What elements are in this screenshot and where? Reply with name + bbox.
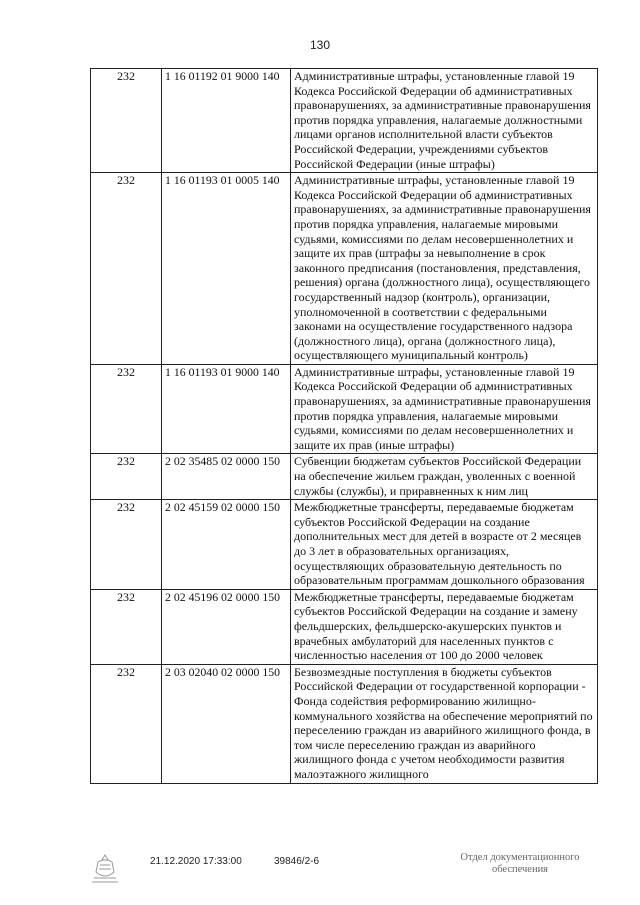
kbk-code-cell: 2 03 02040 02 0000 150 <box>162 664 291 783</box>
footer-doc-number: 39846/2-6 <box>274 856 320 867</box>
page-number: 130 <box>309 38 331 52</box>
admin-code-cell: 232 <box>91 500 162 590</box>
kbk-code-cell: 1 16 01193 01 9000 140 <box>162 364 291 454</box>
admin-code-cell: 232 <box>91 173 162 365</box>
footer-department-line: Отдел документационного <box>460 852 580 863</box>
kbk-code-cell: 1 16 01193 01 0005 140 <box>162 173 291 365</box>
description-cell: Межбюджетные трансферты, передаваемые бюджетам субъектов Российской Федерации на создание и замену фельдшерских, фельдшерско-акушерских пунктов и врачебных амбулаторий для населенных пунктов с численностью населения от 100 до 2000 человек <box>291 589 598 664</box>
table-row <box>91 364 598 454</box>
description-cell: Межбюджетные трансферты, передаваемые бюджетам субъектов Российской Федерации на создание дополнительных мест для детей в возрасте от 2 месяцев до 3 лет в образовательных организациях, осуществляющих образовательную деятельность по образовательным программам дошкольного образования <box>291 500 598 590</box>
description-cell: Субвенции бюджетам субъектов Российской Федерации на обеспечение жильем граждан, уволенных с военной службы (службы), и приравненных к ним лиц <box>291 454 598 500</box>
table-row <box>91 173 598 365</box>
table-row <box>91 664 598 783</box>
footer-department-line: обеспечения <box>491 864 549 875</box>
table-row <box>91 454 598 500</box>
admin-code-cell: 232 <box>91 589 162 664</box>
footer-datetime: 21.12.2020 17:33:00 <box>150 856 242 867</box>
kbk-code-cell: 1 16 01192 01 9000 140 <box>162 69 291 173</box>
table-row <box>91 69 598 173</box>
description-cell: Административные штрафы, установленные главой 19 Кодекса Российской Федерации об административных правонарушениях, за административные правонарушения против порядка управления, налагаемые мировыми судьями, комиссиями по делам несовершеннолетних и защите их прав (иные штрафы) <box>291 364 598 454</box>
description-cell: Административные штрафы, установленные главой 19 Кодекса Российской Федерации об административных правонарушениях, за административные правонарушения против порядка управления, налагаемые должностными лицами органов исполнительной власти субъектов Российской Федерации, учреждениями субъектов Российской Федерации (иные штрафы) <box>291 69 598 173</box>
description-cell: Административные штрафы, установленные главой 19 Кодекса Российской Федерации об административных правонарушениях, за административные правонарушения против порядка управления, налагаемые мировыми судьями, комиссиями по делам несовершеннолетних и защите их прав (штрафы за невыполнение в срок законного предписания (постановления, представления, решения) органа (должностного лица), осуществляющего государственный надзор (контроль), организации, уполномоченной в соответствии с федеральными законами на осуществление государственного надзора (должностного лица), органа (должностного лица), осуществляющего муниципальный контроль) <box>291 173 598 365</box>
kbk-code-cell: 2 02 45196 02 0000 150 <box>162 589 291 664</box>
table-row <box>91 589 598 664</box>
document-footer <box>0 850 640 890</box>
kbk-code-cell: 2 02 35485 02 0000 150 <box>162 454 291 500</box>
kbk-code-cell: 2 02 45159 02 0000 150 <box>162 500 291 590</box>
description-cell: Безвозмездные поступления в бюджеты субъектов Российской Федерации от государственной корпорации - Фонда содействия реформированию жилищно-коммунального хозяйства на обеспечение мероприятий по переселению граждан из аварийного жилищного фонда, в том числе переселению граждан из аварийного жилищного фонда с учетом необходимости развития малоэтажного жилищного <box>291 664 598 783</box>
budget-classification-table <box>90 68 598 784</box>
admin-code-cell: 232 <box>91 364 162 454</box>
admin-code-cell: 232 <box>91 664 162 783</box>
footer-department <box>440 852 600 876</box>
table-row <box>91 500 598 590</box>
emblem-stamp-icon <box>88 852 122 886</box>
admin-code-cell: 232 <box>91 69 162 173</box>
admin-code-cell: 232 <box>91 454 162 500</box>
